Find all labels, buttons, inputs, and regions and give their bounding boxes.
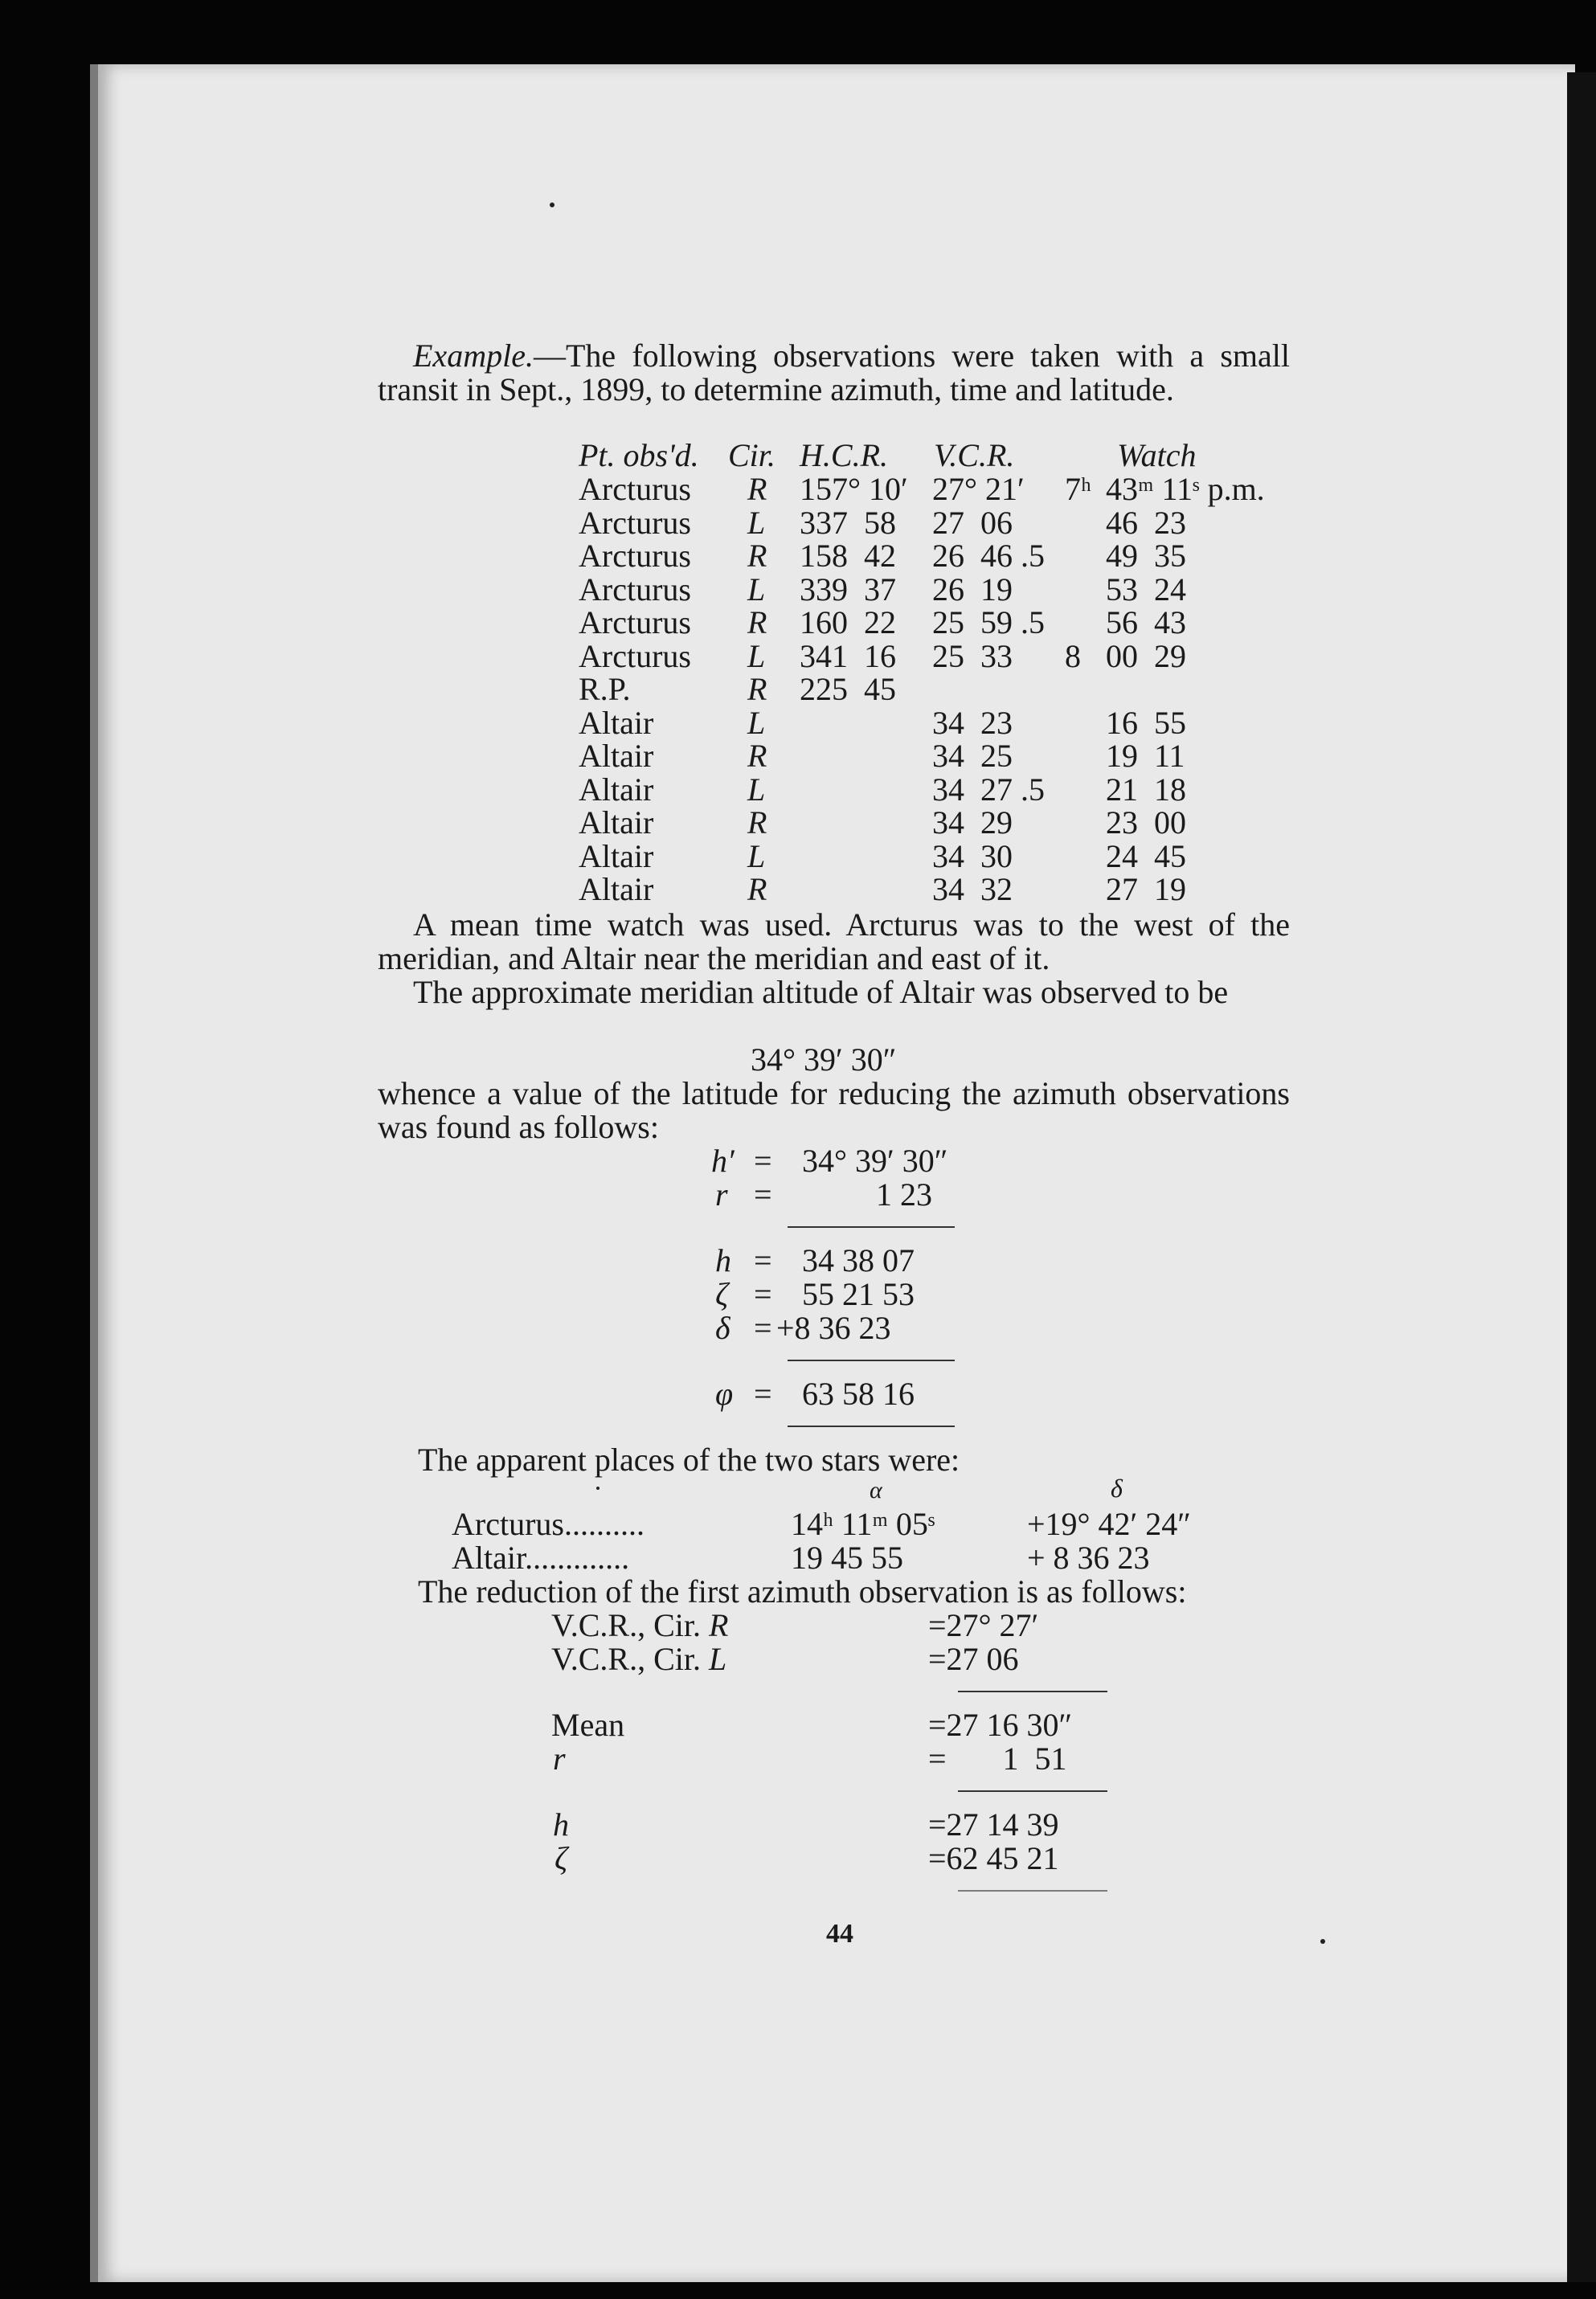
calc-phi-eq: = bbox=[754, 1376, 772, 1412]
reduction-label: V.C.R., Cir. bbox=[551, 1607, 701, 1643]
reduction-cir: L bbox=[709, 1641, 727, 1677]
delta-header: δ bbox=[1111, 1474, 1123, 1503]
watch-time-cell: 16 55 bbox=[1106, 705, 1186, 741]
hcr-cell: 157° 10′ bbox=[800, 471, 908, 507]
reduction-h-label: h bbox=[553, 1806, 569, 1843]
vcr-cell: 27 06 bbox=[932, 505, 1013, 541]
reduction-vcr-l-value: =27 06 bbox=[928, 1641, 1019, 1677]
paragraph-latitude: whence a value of the latitude for reducing the azimuth observations was found as follows: bbox=[378, 1075, 1290, 1145]
vcr-cell: 34 27 .5 bbox=[932, 771, 1045, 808]
calc-hprime-value: 34° 39′ 30″ bbox=[802, 1143, 948, 1179]
vcr-cell: 26 46 .5 bbox=[932, 538, 1045, 574]
star-name-cell: Altair bbox=[579, 838, 654, 874]
vcr-cell: 27° 21′ bbox=[932, 471, 1025, 507]
watch-time-cell: 21 18 bbox=[1106, 771, 1186, 808]
circle-cell: R bbox=[747, 738, 767, 774]
watch-time-cell: 49 35 bbox=[1106, 538, 1186, 574]
reduction-zeta-value: =62 45 21 bbox=[928, 1840, 1059, 1876]
hcr-cell: 337 58 bbox=[800, 505, 896, 541]
reduction-h-value: =27 14 39 bbox=[928, 1806, 1059, 1843]
star-name-cell: Altair bbox=[579, 871, 654, 907]
calc-rule-1 bbox=[788, 1226, 955, 1228]
reduction-r-label: r bbox=[553, 1741, 566, 1777]
header-watch: Watch bbox=[1117, 437, 1197, 473]
circle-cell: L bbox=[747, 638, 766, 674]
reduction-r-value: = 1 51 bbox=[928, 1741, 1067, 1777]
hcr-cell: 158 42 bbox=[800, 538, 896, 574]
hcr-cell: 225 45 bbox=[800, 671, 896, 707]
alpha-header: α bbox=[870, 1477, 882, 1503]
circle-cell: R bbox=[747, 471, 767, 507]
hcr-cell: 160 22 bbox=[800, 604, 896, 640]
place-dec-altair: + 8 36 23 bbox=[1027, 1540, 1150, 1576]
calc-r-eq: = bbox=[754, 1176, 772, 1213]
watch-time-cell: 23 00 bbox=[1106, 804, 1186, 841]
circle-cell: L bbox=[747, 571, 766, 607]
leader-dots: ............. bbox=[525, 1540, 630, 1576]
star-name-cell: Arcturus bbox=[579, 538, 691, 574]
calc-h-eq: = bbox=[754, 1242, 772, 1278]
calc-zeta-value: 55 21 53 bbox=[802, 1276, 915, 1312]
reduction-zeta-label: ζ bbox=[555, 1840, 568, 1876]
reduction-rule-2 bbox=[958, 1790, 1107, 1792]
reduction-mean-label: Mean bbox=[551, 1707, 625, 1743]
reduction-vcr-r-label bbox=[551, 1609, 728, 1642]
vcr-cell: 34 23 bbox=[932, 705, 1013, 741]
place-ra-altair: 19 45 55 bbox=[791, 1540, 903, 1576]
calc-zeta-eq: = bbox=[754, 1276, 772, 1312]
vcr-cell: 34 29 bbox=[932, 804, 1013, 841]
place-name: Altair bbox=[452, 1540, 526, 1576]
circle-cell: R bbox=[747, 804, 767, 841]
reduction-cir: R bbox=[709, 1607, 729, 1643]
reduction-vcr-l-label bbox=[551, 1642, 726, 1676]
place-ra-arcturus: 14ʰ 11ᵐ 05ˢ bbox=[791, 1506, 935, 1542]
altitude-value: 34° 39′ 30″ bbox=[751, 1041, 897, 1078]
place-dec-arcturus: +19° 42′ 24″ bbox=[1027, 1506, 1191, 1542]
header-pt-obsd: Pt. obs'd. bbox=[579, 437, 699, 473]
circle-cell: L bbox=[747, 505, 766, 541]
watch-hour-cell: 8 bbox=[1065, 638, 1081, 674]
paragraph-watch: A mean time watch was used. Arcturus was to the west of the meridian, and Altair near the meridian and east of it. bbox=[378, 906, 1290, 976]
calc-r-symbol: r bbox=[715, 1176, 728, 1213]
watch-time-cell: 43ᵐ 11ˢ p.m. bbox=[1106, 471, 1265, 507]
watch-time-cell: 19 11 bbox=[1106, 738, 1185, 774]
place-name: Arcturus bbox=[452, 1506, 564, 1542]
circle-cell: R bbox=[747, 871, 767, 907]
header-vcr: V.C.R. bbox=[934, 437, 1015, 473]
watch-hour-cell: 7ʰ bbox=[1065, 471, 1091, 507]
vcr-cell: 25 59 .5 bbox=[932, 604, 1045, 640]
star-name-cell: Arcturus bbox=[579, 571, 691, 607]
paragraph-altitude: The approximate meridian altitude of Altair was observed to be bbox=[413, 974, 1229, 1010]
circle-cell: L bbox=[747, 771, 766, 808]
page-number: 44 bbox=[826, 1919, 853, 1949]
calc-rule-3 bbox=[788, 1426, 955, 1427]
hcr-cell: 339 37 bbox=[800, 571, 896, 607]
calc-h-symbol: h bbox=[715, 1242, 731, 1278]
reduction-mean-value: =27 16 30″ bbox=[928, 1707, 1073, 1743]
header-cir: Cir. bbox=[728, 437, 775, 473]
star-name-cell: Altair bbox=[579, 705, 654, 741]
star-name-cell: Arcturus bbox=[579, 638, 691, 674]
place-name-altair bbox=[452, 1541, 629, 1575]
vcr-cell: 34 32 bbox=[932, 871, 1013, 907]
calc-r-value: 1 23 bbox=[876, 1176, 932, 1213]
circle-cell: L bbox=[747, 705, 766, 741]
reduction-vcr-r-value: =27° 27′ bbox=[928, 1607, 1039, 1643]
watch-time-cell: 27 19 bbox=[1106, 871, 1186, 907]
intro-paragraph bbox=[378, 339, 1290, 407]
circle-cell: R bbox=[747, 604, 767, 640]
intro-text: —The following observations were taken with a small transit in Sept., 1899, to determine azimuth, time and latitude. bbox=[378, 337, 1290, 407]
calc-hprime-eq: = bbox=[754, 1143, 772, 1179]
vcr-cell: 25 33 bbox=[932, 638, 1013, 674]
star-name-cell: Altair bbox=[579, 804, 654, 841]
calc-zeta-symbol: ζ bbox=[715, 1276, 729, 1312]
calc-hprime-symbol: h′ bbox=[711, 1143, 735, 1179]
place-name-arcturus bbox=[452, 1507, 645, 1541]
calc-h-value: 34 38 07 bbox=[802, 1242, 915, 1278]
star-name-cell: Altair bbox=[579, 771, 654, 808]
example-lead: Example. bbox=[413, 337, 534, 374]
watch-time-cell: 53 24 bbox=[1106, 571, 1186, 607]
calc-phi-symbol: φ bbox=[715, 1376, 734, 1412]
watch-time-cell: 46 23 bbox=[1106, 505, 1186, 541]
calc-rule-2 bbox=[788, 1360, 955, 1361]
circle-cell: R bbox=[747, 671, 767, 707]
header-hcr: H.C.R. bbox=[800, 437, 888, 473]
calc-delta-value: +8 36 23 bbox=[776, 1310, 891, 1346]
star-name-cell: Altair bbox=[579, 738, 654, 774]
watch-time-cell: 24 45 bbox=[1106, 838, 1186, 874]
calc-delta-symbol: δ bbox=[715, 1310, 730, 1346]
leader-dots: .......... bbox=[563, 1506, 645, 1542]
watch-time-cell: 00 29 bbox=[1106, 638, 1186, 674]
calc-phi-value: 63 58 16 bbox=[802, 1376, 915, 1412]
hcr-cell: 341 16 bbox=[800, 638, 896, 674]
paragraph-reduction: The reduction of the first azimuth observation is as follows: bbox=[418, 1573, 1187, 1610]
circle-cell: R bbox=[747, 538, 767, 574]
reduction-rule-1 bbox=[958, 1691, 1107, 1692]
star-name-cell: Arcturus bbox=[579, 505, 691, 541]
circle-cell: L bbox=[747, 838, 766, 874]
paragraph-apparent-places: The apparent places of the two stars were: bbox=[418, 1442, 960, 1478]
star-name-cell: Arcturus bbox=[579, 471, 691, 507]
vcr-cell: 34 30 bbox=[932, 838, 1013, 874]
vcr-cell: 34 25 bbox=[932, 738, 1013, 774]
vcr-cell: 26 19 bbox=[932, 571, 1013, 607]
reduction-label: V.C.R., Cir. bbox=[551, 1641, 701, 1677]
star-name-cell: Arcturus bbox=[579, 604, 691, 640]
reduction-rule-3 bbox=[958, 1890, 1107, 1892]
star-name-cell: R.P. bbox=[579, 671, 631, 707]
watch-time-cell: 56 43 bbox=[1106, 604, 1186, 640]
calc-delta-eq: = bbox=[754, 1310, 772, 1346]
